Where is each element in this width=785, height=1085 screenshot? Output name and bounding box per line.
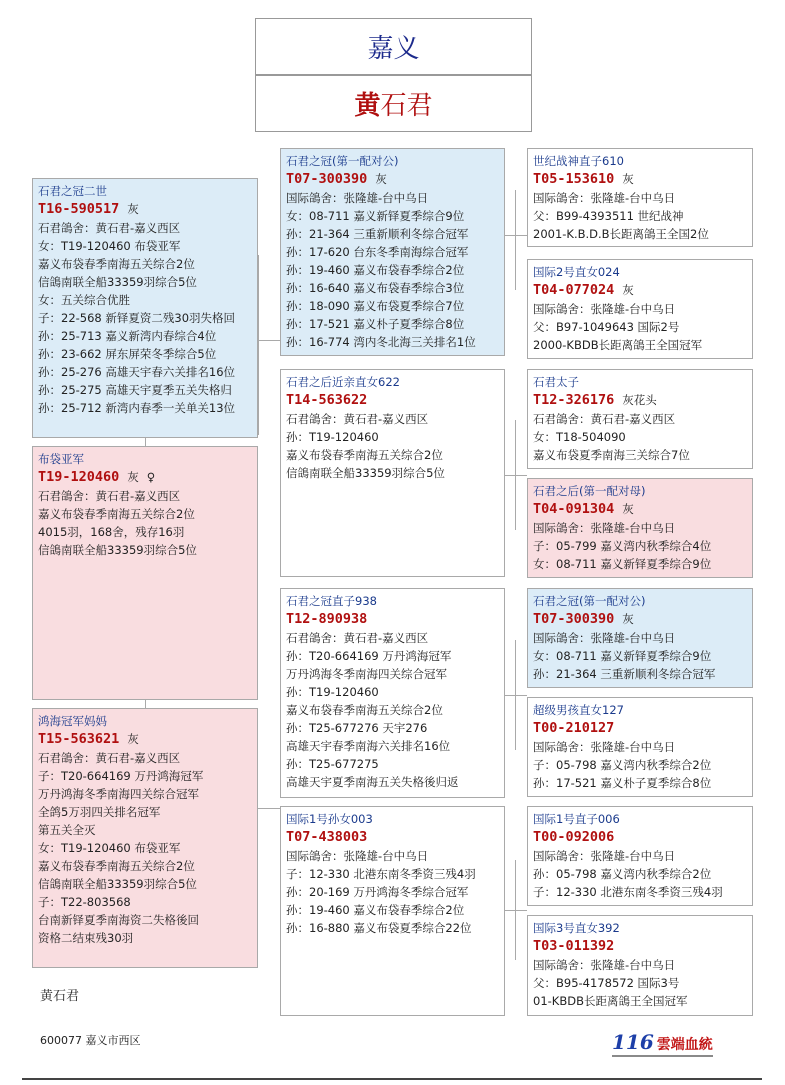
footer-owner: 黄石君 xyxy=(40,989,80,1004)
feather-color: 灰 xyxy=(127,202,139,216)
bottom-rule xyxy=(22,1078,762,1080)
record-line: 孙：T20-664169 万丹鸿海冠军 xyxy=(286,649,452,663)
connector xyxy=(145,438,146,446)
ring-number: T00-210127 xyxy=(533,720,615,736)
record-line: 石君鴿舍：黄石君-嘉义西区 xyxy=(533,412,676,426)
ring-row xyxy=(533,281,747,300)
record-line: 国际鴿舍：张隆雄-台中乌日 xyxy=(533,631,676,645)
bird-title: 国际3号直女392 xyxy=(533,921,620,935)
header-owner xyxy=(255,75,532,132)
ring-row xyxy=(533,170,747,189)
ring-number: T03-011392 xyxy=(533,938,615,954)
bird-title: 石君之后近亲直女622 xyxy=(286,375,400,389)
pedigree-box-dam-sire xyxy=(280,588,505,798)
brand-logo xyxy=(612,1030,713,1057)
record-line: 子：12-330 北港东南冬季资三残4羽 xyxy=(533,885,723,899)
ring-number: T12-326176 xyxy=(533,392,615,408)
ring-number: T07-300390 xyxy=(286,171,368,187)
connector xyxy=(515,640,516,750)
bird-title: 国际2号直女024 xyxy=(533,265,620,279)
record-line: 子：05-799 嘉义湾内秋季综合4位 xyxy=(533,539,712,553)
record-line: 子：T20-664169 万丹鸿海冠军 xyxy=(38,769,204,783)
ring-number: T07-438003 xyxy=(286,829,368,845)
record-line: 石君鴿舍：黄石君-嘉义西区 xyxy=(38,489,181,503)
record-line: 孙：T25-677275 xyxy=(286,757,379,771)
bird-title: 国际1号孙女003 xyxy=(286,812,373,826)
record-line: 嘉义布袋春季南海五关综合2位 xyxy=(286,703,443,717)
connector xyxy=(515,860,516,960)
connector xyxy=(145,700,146,708)
record-line: 女：T19-120460 布袋亚军 xyxy=(38,239,181,253)
pedigree-box-dsd xyxy=(527,697,753,797)
record-line: 父：B97-1049643 国际2号 xyxy=(533,320,680,334)
record-line: 石君鴿舍：黄石君-嘉义西区 xyxy=(38,221,181,235)
ring-row xyxy=(38,200,252,219)
record-line: 国际鴿舍：张隆雄-台中乌日 xyxy=(286,191,429,205)
ring-number: T19-120460 xyxy=(38,469,120,485)
feather-color: 灰 xyxy=(622,502,634,516)
record-line: 孙：19-460 嘉义布袋春季综合2位 xyxy=(286,903,465,917)
feather-color: 灰 xyxy=(127,732,139,746)
pedigree-box-dds xyxy=(527,806,753,906)
record-line: 国际鴿舍：张隆雄-台中乌日 xyxy=(533,740,676,754)
bird-title: 世纪战神直子610 xyxy=(533,154,624,168)
pedigree-box-dam xyxy=(32,446,258,700)
pedigree-box-dam-dam xyxy=(32,708,258,968)
record-line: 万丹鸿海冬季南海四关综合冠军 xyxy=(286,667,447,681)
record-line: 国际鴿舍：张隆雄-台中乌日 xyxy=(533,191,676,205)
ring-row xyxy=(533,391,747,410)
record-line: 高雄天宇春季南海六关排名16位 xyxy=(286,739,451,753)
connector xyxy=(515,190,516,290)
ring-number: T04-077024 xyxy=(533,282,615,298)
ring-row xyxy=(533,828,747,847)
record-line: 石君鴿舍：黄石君-嘉义西区 xyxy=(286,412,429,426)
record-line: 孙：17-521 嘉义朴子夏季综合8位 xyxy=(533,776,712,790)
pedigree-box-ssd xyxy=(527,259,753,359)
record-line: 第五关全灭 xyxy=(38,823,96,837)
record-line: 全鸽5万羽四关排名冠军 xyxy=(38,805,161,819)
bird-title: 石君之冠二世 xyxy=(38,184,107,198)
bird-title: 石君之冠(第一配对公) xyxy=(286,154,399,168)
record-line: 石君鴿舍：黄石君-嘉义西区 xyxy=(286,631,429,645)
owner-surname: 黄 xyxy=(354,91,381,121)
record-line: 孙：25-713 嘉义新湾内春综合4位 xyxy=(38,329,217,343)
ring-row xyxy=(533,937,747,956)
record-line: 石君鴿舍：黄石君-嘉义西区 xyxy=(38,751,181,765)
bird-title: 超级男孩直女127 xyxy=(533,703,624,717)
owner-given: 石君 xyxy=(380,91,433,121)
bird-title: 石君太子 xyxy=(533,375,579,389)
record-line: 子：12-330 北港东南冬季资三残4羽 xyxy=(286,867,476,881)
pedigree-box-sss xyxy=(527,148,753,247)
ring-row xyxy=(286,828,499,847)
record-line: 嘉义布袋春季南海五关综合2位 xyxy=(38,507,195,521)
pedigree-box-sds xyxy=(527,369,753,469)
record-line: 女：五关综合优胜 xyxy=(38,293,130,307)
record-line: 孙：25-275 高雄天宇夏季五关失格归 xyxy=(38,383,232,397)
ring-number: T14-563622 xyxy=(286,392,368,408)
connector xyxy=(258,340,280,341)
record-line: 女：08-711 嘉义新铎夏季综合9位 xyxy=(286,209,465,223)
connector xyxy=(258,808,280,809)
ring-number: T07-300390 xyxy=(533,611,615,627)
ring-row xyxy=(286,391,499,410)
record-line: 国际鴿舍：张隆雄-台中乌日 xyxy=(533,958,676,972)
ring-number: T05-153610 xyxy=(533,171,615,187)
record-line: 孙：18-090 嘉义布袋夏季综合7位 xyxy=(286,299,465,313)
record-line: 父：B99-4393511 世纪战神 xyxy=(533,209,684,223)
record-line: 万丹鸿海冬季南海四关综合冠军 xyxy=(38,787,199,801)
ring-row xyxy=(533,500,747,519)
record-line: 信鴿南联全船33359羽综合5位 xyxy=(38,275,197,289)
record-line: 孙：17-521 嘉义朴子夏季综合8位 xyxy=(286,317,465,331)
pedigree-box-ddd xyxy=(527,915,753,1016)
record-line: 4015羽，168舍，残存16羽 xyxy=(38,525,185,539)
pedigree-box-sdd xyxy=(527,478,753,578)
record-line: 嘉义布袋夏季南海三关综合7位 xyxy=(533,448,690,462)
logo-text: 雲端血統 xyxy=(656,1037,713,1053)
record-line: 子：22-568 新铎夏资二残30羽失格回 xyxy=(38,311,236,325)
record-line: 国际鴿舍：张隆雄-台中乌日 xyxy=(533,849,676,863)
feather-color: 灰 xyxy=(375,172,387,186)
header-location: 嘉义 xyxy=(255,18,532,75)
bird-title: 石君之后(第一配对母) xyxy=(533,484,646,498)
record-line: 孙：21-364 三重新顺利冬综合冠军 xyxy=(533,667,716,681)
ring-number: T16-590517 xyxy=(38,201,120,217)
record-line: 孙：17-620 台东冬季南海综合冠军 xyxy=(286,245,469,259)
ring-number: T15-563621 xyxy=(38,731,120,747)
record-line: 国际鴿舍：张隆雄-台中乌日 xyxy=(533,302,676,316)
record-line: 信鴿南联全船33359羽综合5位 xyxy=(38,543,197,557)
ring-row xyxy=(286,610,499,629)
record-line: 子：T22-803568 xyxy=(38,895,131,909)
feather-color: 灰 xyxy=(622,283,634,297)
ring-row xyxy=(38,730,252,749)
record-line: 孙：T19-120460 xyxy=(286,430,379,444)
ring-row xyxy=(38,468,252,487)
record-line: 孙：T19-120460 xyxy=(286,685,379,699)
bird-title: 布袋亚军 xyxy=(38,452,84,466)
record-line: 孙：16-774 湾内冬北海三关排名1位 xyxy=(286,335,476,349)
record-line: 孙：20-169 万丹鸿海冬季综合冠军 xyxy=(286,885,469,899)
record-line: 子：05-798 嘉义湾内秋季综合2位 xyxy=(533,758,712,772)
record-line: 台南新铎夏季南海资二失格後回 xyxy=(38,913,199,927)
ring-number: T12-890938 xyxy=(286,611,368,627)
record-line: 女：T19-120460 布袋亚军 xyxy=(38,841,181,855)
connector xyxy=(505,695,527,696)
connector xyxy=(505,475,527,476)
record-line: 女：08-711 嘉义新铎夏季综合9位 xyxy=(533,649,712,663)
pedigree-box-sire-sire xyxy=(280,148,505,356)
connector xyxy=(515,420,516,530)
record-line: 国际鴿舍：张隆雄-台中乌日 xyxy=(286,849,429,863)
ring-number: T04-091304 xyxy=(533,501,615,517)
record-line: 孙：19-460 嘉义布袋春季综合2位 xyxy=(286,263,465,277)
pedigree-box-sire xyxy=(32,178,258,438)
record-line: 父：B95-4178572 国际3号 xyxy=(533,976,680,990)
record-line: 孙：16-880 嘉义布袋夏季综合22位 xyxy=(286,921,472,935)
ring-row xyxy=(533,610,747,629)
footer-address: 600077 嘉义市西区 xyxy=(40,1034,141,1047)
record-line: 资格二结束残30羽 xyxy=(38,931,134,945)
record-line: 孙：25-712 新湾内春季一关单关13位 xyxy=(38,401,236,415)
record-line: 女：08-711 嘉义新铎夏季综合9位 xyxy=(533,557,712,571)
record-line: 女：T18-504090 xyxy=(533,430,626,444)
record-line: 孙：05-798 嘉义湾内秋季综合2位 xyxy=(533,867,712,881)
sex-symbol: ♀ xyxy=(146,470,156,484)
record-line: 01-KBDB长距离鴿王全国冠军 xyxy=(533,994,688,1008)
pedigree-box-dss xyxy=(527,588,753,688)
connector xyxy=(258,255,259,435)
logo-number: 116 xyxy=(612,1030,654,1054)
bird-title: 石君之冠(第一配对公) xyxy=(533,594,646,608)
feather-color: 灰 xyxy=(127,470,139,484)
feather-color: 灰 xyxy=(622,172,634,186)
record-line: 嘉义布袋春季南海五关综合2位 xyxy=(38,859,195,873)
record-line: 孙：23-662 屏东屏荣冬季综合5位 xyxy=(38,347,217,361)
record-line: 孙：25-276 高雄天宇春六关排名16位 xyxy=(38,365,236,379)
record-line: 2000-KBDB长距离鴿王全国冠军 xyxy=(533,338,703,352)
pedigree-box-dam-dam-2 xyxy=(280,806,505,1016)
bird-title: 鸿海冠军妈妈 xyxy=(38,714,107,728)
record-line: 2001-K.B.D.B长距离鴿王全国2位 xyxy=(533,227,709,241)
record-line: 嘉义布袋春季南海五关综合2位 xyxy=(286,448,443,462)
bird-title: 石君之冠直子938 xyxy=(286,594,377,608)
feather-color: 灰 xyxy=(622,612,634,626)
record-line: 高雄天宇夏季南海五关失格後归返 xyxy=(286,775,459,789)
record-line: 信鴿南联全船33359羽综合5位 xyxy=(286,466,445,480)
record-line: 信鴿南联全船33359羽综合5位 xyxy=(38,877,197,891)
ring-number: T00-092006 xyxy=(533,829,615,845)
ring-row xyxy=(533,719,747,738)
record-line: 嘉义布袋春季南海五关综合2位 xyxy=(38,257,195,271)
bird-title: 国际1号直子006 xyxy=(533,812,620,826)
pedigree-box-sire-dam xyxy=(280,369,505,577)
record-line: 孙：16-640 嘉义布袋春季综合3位 xyxy=(286,281,465,295)
record-line: 孙：21-364 三重新顺利冬综合冠军 xyxy=(286,227,469,241)
record-line: 孙：T25-677276 天宇276 xyxy=(286,721,428,735)
feather-color: 灰花头 xyxy=(622,393,657,407)
record-line: 国际鴿舍：张隆雄-台中乌日 xyxy=(533,521,676,535)
connector xyxy=(505,235,527,236)
connector xyxy=(505,910,527,911)
ring-row xyxy=(286,170,499,189)
